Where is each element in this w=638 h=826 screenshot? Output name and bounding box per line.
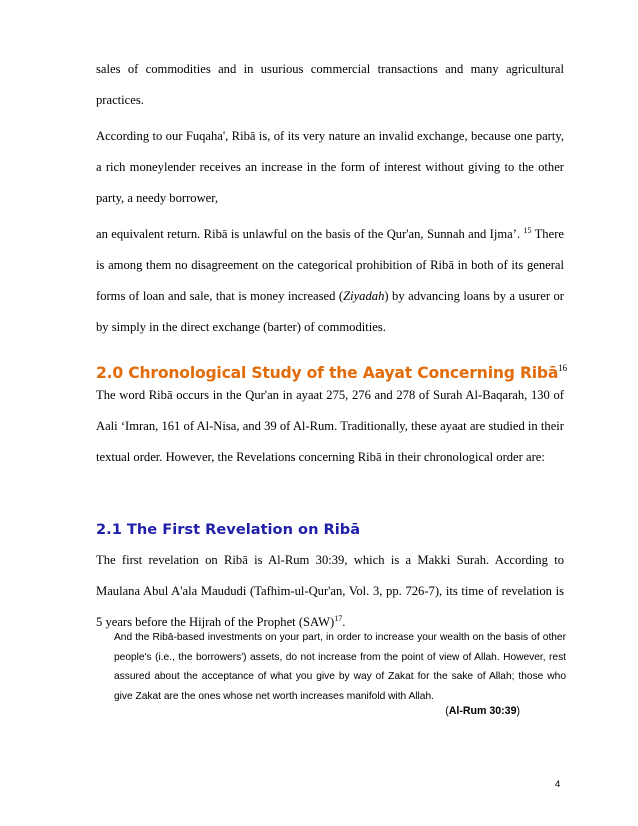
- section-heading-2-1: 2.1 The First Revelation on Ribā: [96, 521, 361, 538]
- quote-citation: [114, 705, 520, 717]
- paragraph-first-revelation-text: The first revelation on Ribā is Al-Rum 30:39, which is a Makki Surah. According to Maulana Abul A'ala Maududi (Tafhim-ul-Qur'an, Vol. 3, pp. 726-7), its time of revelation is 5 years before the Hijrah of the Prophet (SAW): [96, 553, 564, 629]
- paragraph-fuqaha: According to our Fuqaha', Ribā is, of its very nature an invalid exchange, because one party, a rich moneylender receives an increase in the form of interest without giving to the other party, a needy borrower,: [96, 129, 564, 205]
- ziyadah-italic: Ziyadah: [343, 289, 385, 303]
- page-number: 4: [555, 779, 561, 790]
- paragraph-word-riba: The word Ribā occurs in the Qur'an in ayaat 275, 276 and 278 of Surah Al-Baqarah, 130 of Aali ‘Imran, 161 of Al-Nisa, and 39 of Al-Rum. Traditionally, these ayaat are studied in their textual order. However, the Revelations concerning Ribā in their chronological order are:: [96, 388, 564, 464]
- section-heading-2-0-text: 2.0 Chronological Study of the Aayat Concerning Ribā: [96, 364, 559, 382]
- paragraph-first-revelation-end: .: [342, 615, 346, 629]
- paragraph-riba-unlawful-text-3: ) by advancing loans by a usurer or by simply in the direct exchange (barter) of commodities.: [96, 289, 565, 334]
- footnote-ref-16: 16: [558, 363, 567, 373]
- paragraph-riba-unlawful-text-2: There is among them no disagreement on the categorical prohibition of Ribā in both of its general forms of loan and sale, that is money increased (: [96, 227, 564, 303]
- quote-citation-open: (: [445, 705, 449, 717]
- paragraph-commodities: sales of commodities and in usurious commercial transactions and many agricultural practices.: [96, 62, 564, 107]
- paragraph-first-revelation: [96, 545, 564, 638]
- paragraph-riba-unlawful: [96, 219, 564, 343]
- footnote-ref-17: 17: [334, 614, 343, 623]
- quran-quote: And the Ribā-based investments on your part, in order to increase your wealth on the basis of other people's (i.e., the borrowers') assets, do not increase from the point of view of Allah. However, rest assured about the acceptance of what you give by way of Zakat for the sake of Allah; those who give Zakat are the ones whose net worth increases manifold with Allah.: [114, 632, 566, 702]
- footnote-ref-15: 15: [523, 226, 532, 235]
- paragraph-riba-unlawful-text-1: an equivalent return. Ribā is unlawful on the basis of the Qur'an, Sunnah and Ijma’.: [96, 227, 524, 241]
- quote-citation-close: ): [516, 705, 520, 717]
- quote-citation-ref: Al-Rum 30:39: [448, 705, 517, 717]
